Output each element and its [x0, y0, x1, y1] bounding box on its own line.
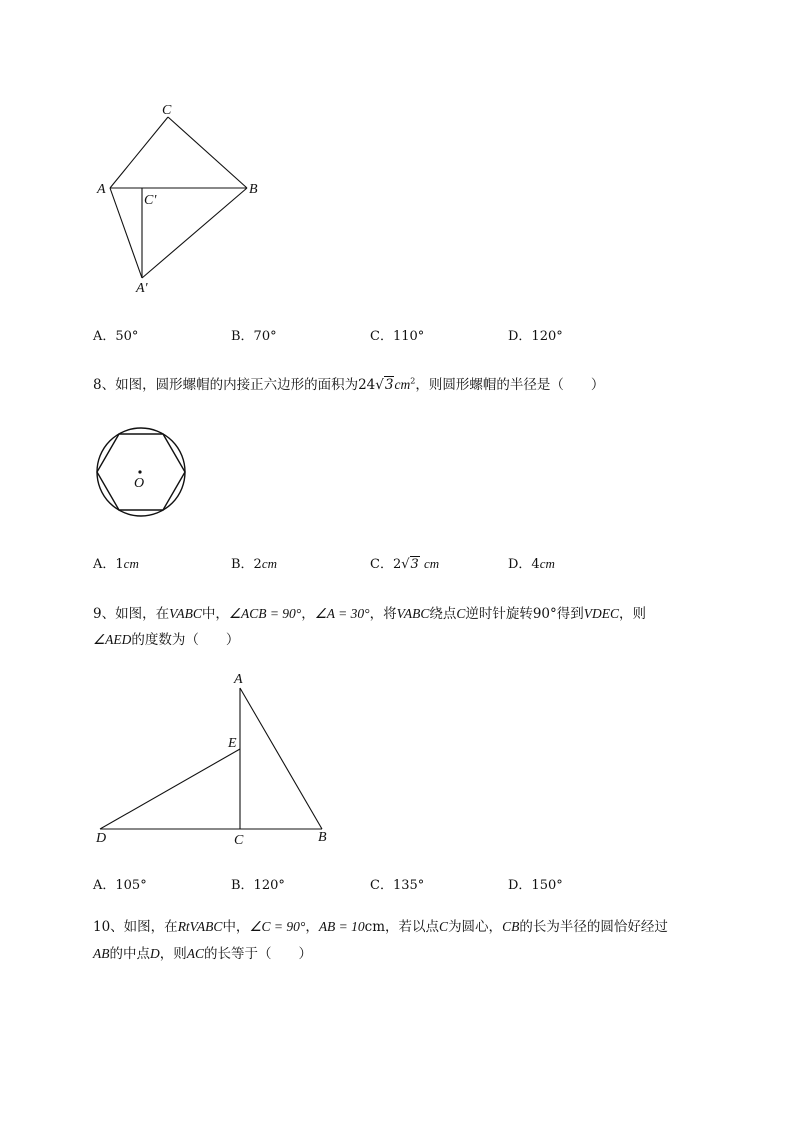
figure-rotated-triangles — [90, 668, 340, 850]
label-D: D — [96, 831, 107, 846]
label-A-prime: A' — [136, 281, 148, 296]
segment-CB — [168, 117, 247, 188]
q8-a-prefix: A．1 — [93, 557, 124, 572]
q9-l2: 的度数为（ ） — [131, 632, 240, 648]
q8-option-a — [93, 553, 139, 572]
figure-hexagon-in-circle — [94, 426, 190, 520]
label-B: B — [249, 182, 258, 197]
label-O: O — [134, 476, 145, 491]
question-8 — [93, 373, 604, 393]
q9-l1a: 9、如图，在 — [93, 606, 170, 622]
q10-cb: CB — [502, 919, 520, 934]
q9-l1d: 绕点 — [429, 606, 457, 622]
q9-l1b: 中， — [201, 606, 229, 622]
q8-c-prefix: C．2 — [370, 557, 402, 572]
q7-option-c: C．110° — [370, 329, 425, 344]
q7-option-a: A．50° — [93, 329, 139, 344]
q8-c-radicand: 3 — [410, 557, 419, 572]
center-point — [138, 470, 141, 473]
segment-AA' — [110, 188, 142, 278]
label-C-prime: C' — [144, 193, 157, 208]
q7-option-b: B．70° — [231, 329, 277, 344]
q8-d-unit: cm — [539, 556, 555, 571]
q9-angle2: ∠A = 30° — [314, 606, 370, 621]
question-9-line-2 — [93, 628, 239, 648]
q7-option-d: D．120° — [508, 329, 563, 344]
label-A: A — [234, 672, 243, 687]
label-A: A — [97, 182, 106, 197]
q9-tri3: VDEC — [583, 606, 620, 621]
q8-unit-sup: 2 — [410, 376, 416, 386]
q9-l1e: 逆时针旋转90°得到 — [465, 606, 584, 622]
q9-l1f: ，则 — [619, 606, 647, 622]
q8-b-unit: cm — [261, 556, 277, 571]
q10-pt: C — [439, 919, 449, 934]
q10-l2-d: D — [150, 946, 160, 961]
q8-d-prefix: D．4 — [508, 557, 540, 572]
q10-l2-ac: AC — [186, 946, 205, 961]
q8-unit: cm — [394, 377, 411, 392]
q10-angle: ∠C = 90° — [249, 919, 306, 934]
figure-rotation-quadrilateral — [90, 100, 280, 300]
q9-option-d: D．150° — [508, 878, 563, 893]
q8-coef: 24 — [358, 377, 376, 393]
q8-suffix: ，则圆形螺帽的半径是（ ） — [415, 377, 605, 393]
question-10-line-2 — [93, 942, 312, 962]
q10-tri: RtVABC — [177, 919, 223, 934]
segment-AC — [110, 117, 168, 188]
segment-DE — [100, 749, 240, 829]
q9-pt: C — [456, 606, 466, 621]
q9-angle1: ∠ACB = 90° — [228, 606, 302, 621]
q10-l2a: 的中点 — [109, 946, 150, 962]
q8-c-sqrt: √3 — [401, 557, 419, 572]
q8-prefix: 8、如图，圆形螺帽的内接正六边形的面积为 — [93, 377, 359, 393]
q8-a-unit: cm — [123, 556, 139, 571]
q8-option-d — [508, 553, 555, 572]
q9-tri1: VABC — [169, 606, 202, 621]
q10-l2-ab: AB — [93, 946, 110, 961]
question-10-line-1 — [93, 915, 668, 935]
q10-l1b: 中， — [222, 919, 250, 935]
q9-option-c: C．135° — [370, 878, 425, 893]
q10-l1d: ，若以点 — [385, 919, 440, 935]
segment-AB — [240, 688, 322, 829]
q9-angle3: ∠AED — [93, 632, 132, 647]
q10-l1e: 为圆心， — [448, 919, 503, 935]
label-E: E — [228, 736, 237, 751]
q10-ab: AB = 10 — [318, 919, 365, 934]
q10-l1a: 10、如图，在 — [93, 919, 178, 935]
q10-ab-unit: cm — [364, 919, 386, 935]
q9-l1c: ，将 — [369, 606, 397, 622]
q9-option-a: A．105° — [93, 878, 147, 893]
q8-c-unit: cm — [423, 556, 440, 571]
q8-option-c — [370, 553, 439, 572]
label-C: C — [234, 833, 244, 848]
question-9-line-1 — [93, 602, 646, 622]
q9-option-b: B．120° — [231, 878, 285, 893]
q8-radicand: 3 — [384, 377, 394, 393]
q10-l2b: ，则 — [159, 946, 187, 962]
q10-l1f: 的长为半径的圆恰好经过 — [519, 919, 668, 935]
q8-b-prefix: B．2 — [231, 557, 262, 572]
q8-sqrt: √3 — [375, 377, 394, 393]
q9-tri2: VABC — [396, 606, 430, 621]
q10-l2c: 的长等于（ ） — [204, 946, 313, 962]
label-C: C — [162, 103, 172, 118]
label-B: B — [318, 830, 327, 845]
q8-option-b — [231, 553, 277, 572]
segment-A'B — [142, 188, 247, 278]
q10-l1c: ， — [305, 919, 319, 935]
q9-sep1: ， — [301, 606, 315, 622]
